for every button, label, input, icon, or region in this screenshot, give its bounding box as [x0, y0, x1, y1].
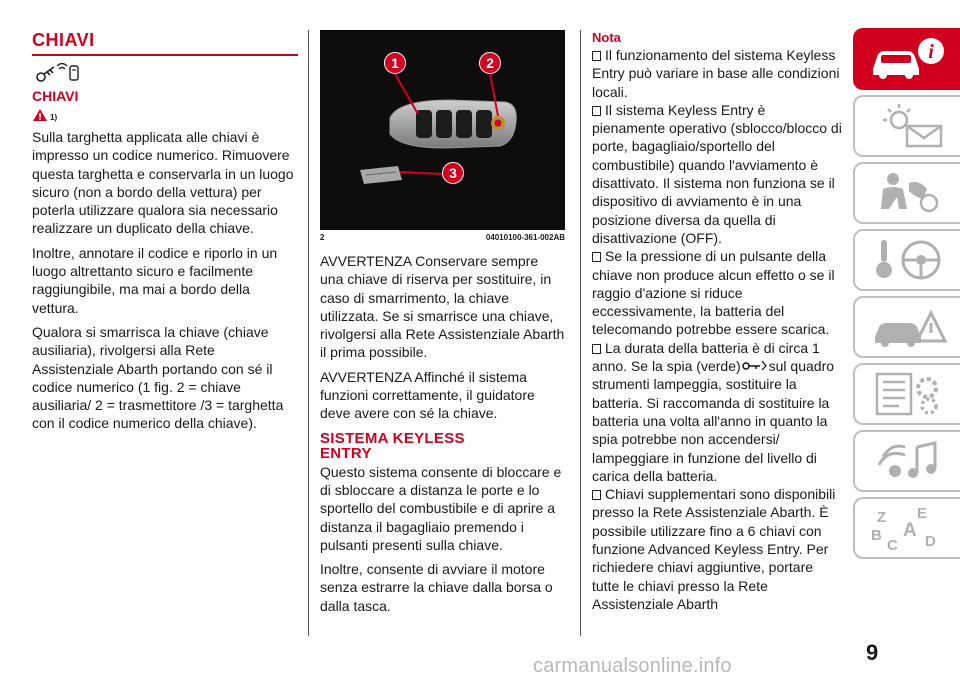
paragraph: Inoltre, consente di avviare il motore senza estrarre la chiave dalla borsa o dalla tasca. — [320, 561, 553, 614]
subsection-title: CHIAVI — [32, 88, 79, 104]
bullet-square-icon — [592, 344, 601, 354]
paragraph: Inoltre, annotare il codice e riporlo in un luogo altrettanto sicuro e facilmente raggiungibile, ma mai a bordo della vettura. — [32, 244, 278, 316]
note-text: Il sistema Keyless Entry è pienamente operativo (sblocco/blocco di porte, bagagliaio/sportello del combustibile) quando l'avviamento è disattivato. Il sistema non funziona se il dispositivo di avviamento è in una posizione diversa da quella di disattivazione (OFF). — [592, 101, 842, 246]
warning-reference — [32, 108, 298, 122]
warning-ref-label: 1) — [50, 113, 58, 122]
paragraph: Questo sistema consente di bloccare e di sbloccare a distanza le porte e lo sportello del combustibile e di aprire a distanza il bagagliaio premendo i pulsanti presenti sulla chiave. — [320, 463, 562, 553]
key-warning-light-icon — [742, 359, 768, 371]
tab-maintenance[interactable] — [853, 363, 960, 425]
section-title-line: SISTEMA KEYLESS — [320, 429, 465, 447]
tab-multimedia[interactable] — [853, 430, 960, 492]
tab-starting-driving[interactable] — [853, 229, 960, 291]
index-icon — [869, 504, 949, 552]
note-text: Il funzionamento del sistema Keyless Entry può variare in base alle condizioni locali. — [592, 47, 840, 100]
index-letter: A — [903, 520, 917, 541]
callout-2: 2 — [479, 52, 501, 74]
key-fob-illustration — [320, 30, 565, 230]
column-1 — [32, 30, 298, 439]
column-divider-1 — [308, 30, 309, 636]
warning-triangle-icon — [32, 108, 48, 122]
note-text: Se la pressione di un pulsante della chiave non produce alcun effetto o se il raggio d'azione si riduce eccessivamente, la batteria del telecomando potrebbe essere scarica. — [592, 248, 835, 338]
figure-number: 2 — [320, 233, 325, 242]
figure-code: 04010100-361-002AB — [485, 233, 565, 242]
car-info-icon — [869, 35, 949, 83]
keyless-key-icon-row — [32, 62, 298, 84]
section-title-keyless — [320, 431, 565, 461]
index-letter: C — [887, 537, 898, 552]
note-item — [592, 46, 842, 101]
note-text: sul quadro strumenti lampeggia, sostituire la batteria. Si raccomanda di sostituire la batteria una volta all'anno in quanto la spia potrebbe non accendersi/ lampeggiare in funzione del livello di carica della batteria. — [592, 358, 835, 484]
keyless-key-icon — [32, 62, 80, 84]
callout-1: 1 — [384, 52, 406, 74]
figure-caption — [320, 233, 565, 242]
paragraph: AVVERTENZA Affinché il sistema funzioni correttamente, il guidatore deve avere con sé la chiave. — [320, 368, 535, 422]
page-number: 9 — [866, 640, 879, 665]
index-letter: Z — [877, 509, 887, 526]
section-title-line: ENTRY — [320, 444, 372, 462]
tab-index[interactable] — [853, 497, 960, 559]
multimedia-icon — [869, 437, 949, 485]
section-title: CHIAVI — [32, 30, 95, 50]
title-rule — [32, 54, 298, 56]
tab-car-info[interactable] — [853, 28, 960, 90]
warning-lights-icon — [869, 102, 949, 150]
tab-emergency[interactable] — [853, 296, 960, 358]
paragraph: AVVERTENZA Conservare sempre una chiave di riserva per sostituire, in caso di smarrimento, la chiave utilizzata. Se si smarrisce una chiave, rivolgersi alla Rete Assistenziale Abarth il prima possibile. — [320, 253, 565, 361]
note-heading: Nota — [592, 30, 621, 45]
bullet-square-icon — [592, 106, 601, 116]
bullet-square-icon — [592, 252, 601, 262]
tab-warning-lights[interactable] — [853, 95, 960, 157]
maintenance-icon — [869, 370, 949, 418]
column-2 — [320, 30, 565, 621]
note-item — [592, 485, 842, 613]
svg-text:i: i — [928, 41, 934, 63]
column-divider-2 — [580, 30, 581, 636]
note-item — [592, 101, 842, 247]
tab-safety[interactable] — [853, 162, 960, 224]
starting-driving-icon — [869, 236, 949, 284]
column-3 — [592, 30, 842, 613]
emergency-icon — [869, 303, 949, 351]
note-item — [592, 339, 842, 485]
paragraph: Sulla targhetta applicata alle chiavi è impresso un codice numerico. Rimuovere questa targhetta e conservarla in un luogo sicuro (non a bordo della vettura) per poterla utilizzare qualora sia necessario realizzare un duplicato della chiave. — [32, 129, 294, 237]
note-text: Chiavi supplementari sono disponibili presso la Rete Assistenziale Abarth. È possibile utilizzare fino a 6 chiavi con funzione Advanced Keyless Entry. Per richiedere chiavi aggiuntive, portare tutte le chiavi presso la Rete Assistenziale Abarth — [592, 486, 836, 612]
key-figure — [320, 30, 565, 230]
index-letter: D — [925, 533, 936, 550]
chapter-sidebar — [853, 28, 960, 564]
note-text: La durata della batteria è di circa 1 anno. Se la spia (verde) — [592, 339, 820, 375]
callout-3: 3 — [442, 162, 464, 184]
note-item — [592, 247, 842, 338]
safety-icon — [869, 169, 949, 217]
bullet-square-icon — [592, 490, 601, 500]
paragraph: Qualora si smarrisca la chiave (chiave ausiliaria), rivolgersi alla Rete Assistenziale Abarth portando con sé il codice numerico (1 fig. 2 = chiave ausiliaria/ 2 = trasmettitore /3 = targhetta con il codice numerico della chiave). — [32, 323, 284, 432]
index-letter: B — [871, 527, 882, 544]
bullet-square-icon — [592, 51, 601, 61]
watermark: carmanualsonline.info — [533, 655, 732, 677]
index-letter: E — [917, 505, 928, 522]
